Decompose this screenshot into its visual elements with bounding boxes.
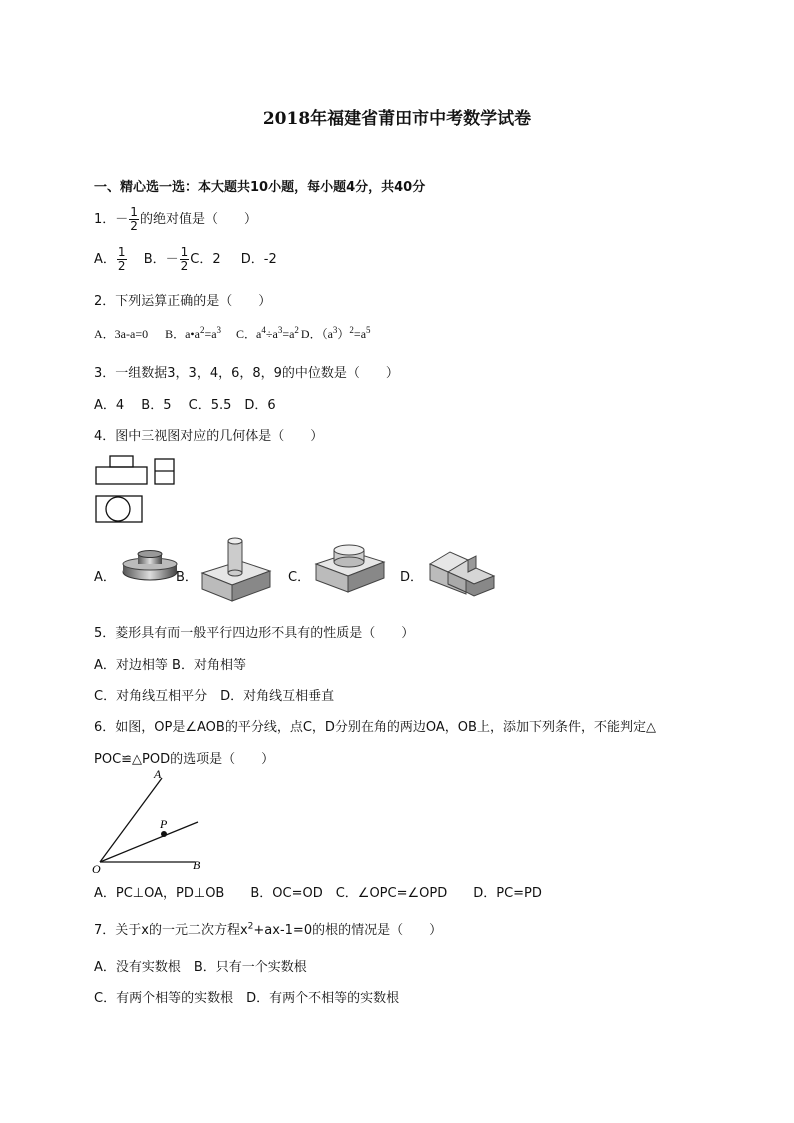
q4-shape-b	[200, 535, 272, 605]
angle-bisector-diagram	[90, 766, 210, 876]
q4-option-c: C．	[288, 570, 311, 585]
q2-option-d: D．$(a^3)^2=a^5$	[300, 325, 371, 341]
q1-option-b-minus: －	[165, 252, 179, 267]
question-5-stem: 5．菱形具有而一般平行四边形不具有的性质是（ ）	[94, 626, 415, 641]
label-b: B	[193, 858, 201, 872]
question-7-stem	[94, 919, 442, 938]
question-6-stem-line1: 6．如图，OP是∠AOB的平分线，点C，D分别在角的两边OA，OB上，添加下列条件，不能判定△	[94, 720, 656, 735]
three-view-diagram	[94, 456, 184, 526]
q1-option-d: D．-2	[240, 252, 277, 267]
question-2-options	[94, 325, 371, 342]
q2-option-a: A．3a-a=0	[94, 327, 149, 341]
q7-exponent: 2	[247, 921, 254, 932]
q1-number: 1．	[94, 212, 116, 227]
top-view-rect	[96, 496, 142, 522]
q4-option-b: B．	[176, 570, 198, 585]
q2-option-b: B．$a•a^2=a^3$	[165, 325, 222, 341]
label-o: O	[92, 862, 101, 876]
page-title: 2018年福建省莆田市中考数学试卷	[262, 109, 532, 129]
question-2-stem: 2．下列运算正确的是（ ）	[94, 294, 272, 309]
label-p: P	[160, 817, 168, 831]
q4-shape-d	[426, 544, 498, 599]
q7-stem-pre: 7．关于x的一元二次方程x	[94, 923, 248, 938]
question-5-options-line1: A．对边相等 B．对角相等	[94, 658, 246, 673]
question-6-options: A．PC⊥OA，PD⊥OB B．OC=OD C．∠OPC=∠OPD D．PC=PD	[94, 886, 542, 901]
front-view-top-block	[110, 456, 133, 467]
q1-minus: －	[115, 212, 129, 227]
question-1-options	[94, 246, 277, 273]
question-4-stem: 4．图中三视图对应的几何体是（ ）	[94, 429, 324, 444]
q1-option-b-fraction: $\frac{1}{2}$	[180, 245, 189, 273]
question-6-stem-line2: POC≌△POD的选项是（ ）	[94, 752, 275, 767]
question-7-options-line1: A．没有实数根 B．只有一个实数根	[94, 960, 307, 975]
q7-stem-post: +ax-1=0的根的情况是（ ）	[253, 923, 443, 938]
front-view-base	[96, 467, 147, 484]
q4-shape-a	[120, 550, 180, 590]
section-heading: 一、精心选一选：本大题共10小题，每小题4分，共40分	[94, 180, 426, 195]
question-3-options: A．4 B．5 C．5.5 D．6	[94, 398, 276, 413]
top-view-circle	[106, 497, 130, 521]
question-7-options-line2: C．有两个相等的实数根 D．有两个不相等的实数根	[94, 991, 400, 1006]
q4-shape-c	[314, 542, 386, 597]
q2-option-c: C．$a^4\div a^3=a^2$	[236, 325, 299, 341]
q1-option-a: A．	[94, 252, 116, 267]
q1-stem-text: 的绝对值是（ ）	[139, 212, 257, 227]
q4-option-a: A．	[94, 570, 116, 585]
q1-option-b: B．	[143, 252, 166, 267]
q1-fraction: $\frac{1}{2}$	[130, 205, 138, 233]
label-a: A	[154, 767, 162, 781]
question-1-stem	[94, 206, 257, 233]
q1-option-a-fraction: $\frac{1}{2}$	[117, 245, 126, 273]
q1-option-c: C．2	[190, 252, 221, 267]
q4-option-d: D．	[400, 570, 424, 585]
point-p	[161, 831, 167, 837]
question-3-stem: 3．一组数据3，3，4，6，8，9的中位数是（ ）	[94, 366, 399, 381]
question-5-options-line2: C．对角线互相平分 D．对角线互相垂直	[94, 689, 335, 704]
